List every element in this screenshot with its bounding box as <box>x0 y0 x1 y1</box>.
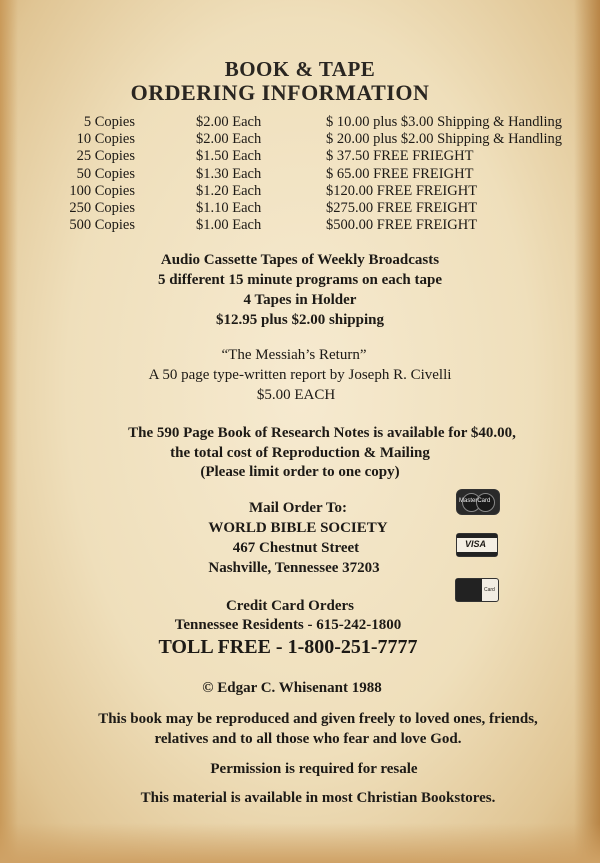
price-each: $1.20 Each <box>196 182 262 199</box>
mail-street: 467 Chestnut Street <box>232 540 360 556</box>
price-total: $500.00 FREE FREIGHT <box>326 217 478 234</box>
page-edge-shadow-bottom <box>0 823 600 863</box>
price-each: $1.10 Each <box>196 199 262 216</box>
tapes-line1: Audio Cassette Tapes of Weekly Broadcasts <box>160 252 440 268</box>
price-each: $1.50 Each <box>196 148 262 165</box>
report-price: $5.00 EACH <box>256 387 336 403</box>
price-qty: 25 Copies <box>76 148 135 165</box>
research-line3: (Please limit order to one copy) <box>200 464 400 480</box>
price-total: $ 37.50 FREE FRIEGHT <box>326 148 474 165</box>
price-total: $ 10.00 plus $3.00 Shipping & Handling <box>326 114 563 130</box>
report-title: “The Messiah’s Return” <box>221 347 367 363</box>
research-line2: the total cost of Reproduction & Mailing <box>170 445 430 461</box>
tapes-line3: 4 Tapes in Holder <box>243 292 357 308</box>
price-qty: 5 Copies <box>83 114 135 130</box>
price-qty: 100 Copies <box>69 182 135 199</box>
mail-label: Mail Order To: <box>248 500 348 516</box>
price-qty: 10 Copies <box>76 131 135 148</box>
price-qty: 50 Copies <box>76 165 135 182</box>
price-each: $2.00 Each <box>196 114 262 130</box>
visa-icon <box>456 533 498 557</box>
footer-line2: relatives and to all those who fear and love God. <box>154 731 462 747</box>
visa-label: VISA <box>465 539 487 549</box>
mail-city: Nashville, Tennessee 37203 <box>208 560 380 576</box>
credit-label: Credit Card Orders <box>225 598 355 614</box>
price-total: $ 65.00 FREE FREIGHT <box>326 165 474 182</box>
price-each: $1.00 Each <box>196 217 262 234</box>
price-qty: 250 Copies <box>69 199 135 216</box>
page-title-line2: ORDERING INFORMATION <box>130 80 430 105</box>
price-each: $1.30 Each <box>196 165 262 182</box>
tapes-price: $12.95 plus $2.00 shipping <box>216 312 384 328</box>
price-total: $ 20.00 plus $2.00 Shipping & Handling <box>326 131 563 148</box>
research-line1: The 590 Page Book of Research Notes is available for $40.00, <box>128 425 516 441</box>
toll-free-phone: TOLL FREE - 1-800-251-7777 <box>158 636 418 658</box>
mastercard-icon <box>456 489 500 515</box>
copyright: © Edgar C. Whisenant 1988 <box>202 680 382 696</box>
price-total: $120.00 FREE FREIGHT <box>326 182 478 199</box>
page-title-line1: BOOK & TAPE <box>224 57 376 81</box>
credit-tn-phone: Tennessee Residents - 615-242-1800 <box>174 617 402 633</box>
mail-name: WORLD BIBLE SOCIETY <box>208 520 388 536</box>
footer-line3: Permission is required for resale <box>210 761 418 777</box>
mastercard-label: MasterCard <box>459 498 491 504</box>
footer-line4: This material is available in most Christian Bookstores. <box>140 790 496 806</box>
price-qty: 500 Copies <box>69 217 135 234</box>
report-description: A 50 page type-written report by Joseph R. Civelli <box>148 367 452 383</box>
price-total: $275.00 FREE FREIGHT <box>326 199 478 216</box>
tapes-line2: 5 different 15 minute programs on each tape <box>157 272 442 288</box>
price-each: $2.00 Each <box>196 131 262 148</box>
footer-line1: This book may be reproduced and given freely to loved ones, friends, <box>98 711 538 727</box>
card-label: Card <box>484 587 495 593</box>
